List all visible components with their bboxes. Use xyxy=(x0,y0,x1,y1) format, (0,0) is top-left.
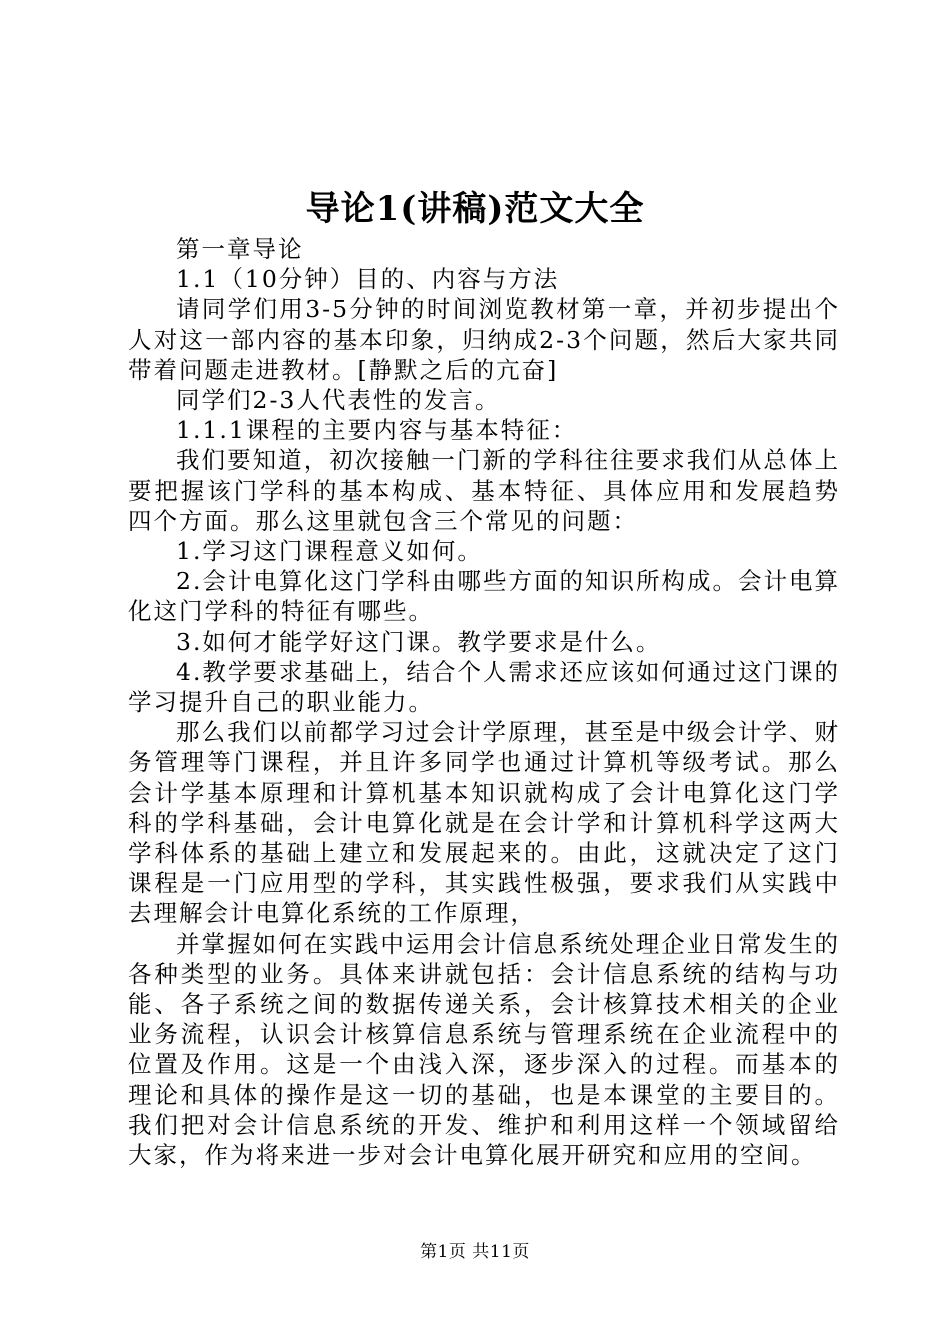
body-paragraph: 我们要知道，初次接触一门新的学科往往要求我们从总体上要把握该门学科的基本构成、基本特征、具体应用和发展趋势四个方面。那么这里就包含三个常见的问题： xyxy=(128,446,840,535)
subsection-heading: 1.1.1课程的主要内容与基本特征： xyxy=(176,416,578,445)
list-item: 3.如何才能学好这门课。教学要求是什么。 xyxy=(176,627,662,656)
body-paragraph: 请同学们用3-5分钟的时间浏览教材第一章，并初步提出个人对这一部内容的基本印象，归纳成2-3个问题，然后大家共同带着问题走进教材。[静默之后的亢奋] xyxy=(128,295,840,384)
body-paragraph: 同学们2-3人代表性的发言。 xyxy=(176,386,501,415)
list-item: 4.教学要求基础上，结合个人需求还应该如何通过这门课的学习提升自己的职业能力。 xyxy=(128,657,840,717)
chapter-heading: 第一章导论 xyxy=(176,235,304,263)
page-number-footer: 第1页 共11页 xyxy=(420,1242,530,1262)
list-item: 2.会计电算化这门学科由哪些方面的知识所构成。会计电算化这门学科的特征有哪些。 xyxy=(128,567,840,626)
document-body xyxy=(128,234,840,1170)
section-heading: 1.1（10分钟）目的、内容与方法 xyxy=(176,265,560,294)
body-paragraph: 并掌握如何在实践中运用会计信息系统处理企业日常发生的各种类型的业务。具体来讲就包括：会计信息系统的结构与功能、各子系统之间的数据传递关系，会计核算技术相关的企业业务流程，认识会计核算信息系统与管理系统在企业流程中的位置及作用。这是一个由浅入深，逐步深入的过程。而基本的理论和具体的操作是这一切的基础，也是本课堂的主要目的。我们把对会计信息系统的开发、维护和利用这样一个领域留给大家，作为将来进一步对会计电算化展开研究和应用的空间。 xyxy=(128,929,840,1170)
body-paragraph: 那么我们以前都学习过会计学原理，甚至是中级会计学、财务管理等门课程，并且许多同学也通过计算机等级考试。那么会计学基本原理和计算机基本知识就构成了会计电算化这门学科的学科基础，会计电算化就是在会计学和计算机科学这两大学科体系的基础上建立和发展起来的。由此，这就决定了这门课程是一门应用型的学科，其实践性极强，要求我们从实践中去理解会计电算化系统的工作原理， xyxy=(128,718,840,928)
document-title: 导论1(讲稿)范文大全 xyxy=(305,189,645,229)
list-item: 1.学习这门课程意义如何。 xyxy=(176,537,483,566)
